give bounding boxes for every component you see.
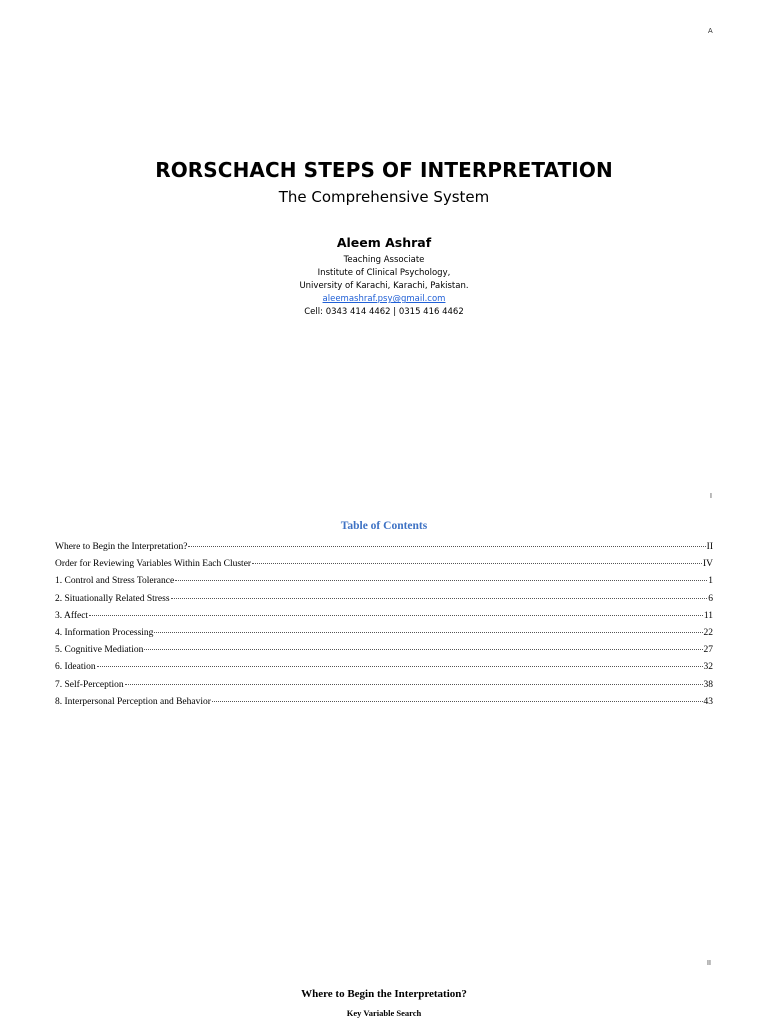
section-heading: Where to Begin the Interpretation? xyxy=(301,988,467,1000)
toc-entry-page: 11 xyxy=(703,610,713,621)
toc-entry-title: Order for Reviewing Variables Within Each Cluster xyxy=(55,559,252,570)
toc-entry-title: 2. Situationally Related Stress xyxy=(55,593,170,604)
toc-dot-leader xyxy=(125,684,703,685)
toc-entry-page: 43 xyxy=(703,696,713,707)
toc-entry-title: 6. Ideation xyxy=(55,662,96,673)
document-subtitle: The Comprehensive System xyxy=(278,188,490,206)
toc-entry[interactable] xyxy=(55,628,713,645)
toc-dot-leader xyxy=(171,598,708,599)
toc-heading: Table of Contents xyxy=(340,520,428,532)
toc-entry-title: 4. Information Processing xyxy=(55,627,154,638)
page-marker-ii: II xyxy=(707,960,711,967)
author-position: Teaching Associate xyxy=(343,255,425,265)
toc-entry[interactable] xyxy=(55,662,713,679)
toc-dot-leader xyxy=(175,580,707,581)
toc-entry-page: IV xyxy=(702,559,713,570)
toc-dot-leader xyxy=(188,546,705,547)
toc-entry[interactable] xyxy=(55,559,713,576)
toc-entry-title: 8. Interpersonal Perception and Behavior xyxy=(55,696,211,707)
toc-entry[interactable] xyxy=(55,594,713,611)
toc-entry-page: 22 xyxy=(703,627,713,638)
toc-entry[interactable] xyxy=(55,611,713,628)
toc-dot-leader xyxy=(97,666,703,667)
author-name: Aleem Ashraf xyxy=(336,235,432,250)
toc-entry-title: 7. Self-Perception xyxy=(55,679,124,690)
toc-entry-page: 32 xyxy=(703,662,713,673)
toc-dot-leader xyxy=(212,701,703,702)
toc-entry[interactable] xyxy=(55,576,713,593)
toc-entry-title: Where to Begin the Interpretation? xyxy=(55,542,188,552)
document-title: RORSCHACH STEPS OF INTERPRETATION xyxy=(155,158,613,182)
toc-entry-page: 38 xyxy=(703,679,713,690)
toc-entry-page: II xyxy=(706,542,713,552)
page-marker-a: A xyxy=(708,28,713,35)
author-email-link[interactable]: aleemashraf.psy@gmail.com xyxy=(322,294,446,304)
toc-entry-page: 27 xyxy=(703,645,713,656)
toc-entry[interactable] xyxy=(55,542,713,559)
toc-entry-page: 1 xyxy=(708,576,713,587)
toc-entry-title: 1. Control and Stress Tolerance xyxy=(55,576,175,587)
toc-entry[interactable] xyxy=(55,645,713,662)
author-university: University of Karachi, Karachi, Pakistan. xyxy=(299,281,469,291)
author-cell: Cell: 0343 414 4462 | 0315 416 4462 xyxy=(304,307,464,317)
toc-dot-leader xyxy=(144,649,702,650)
page-marker-i: I xyxy=(710,493,712,500)
toc-entry[interactable] xyxy=(55,680,713,697)
toc-dot-leader xyxy=(89,615,703,616)
author-institute: Institute of Clinical Psychology, xyxy=(317,268,451,278)
toc-entry-title: 5. Cognitive Mediation xyxy=(55,645,144,656)
section-subheading: Key Variable Search xyxy=(346,1008,422,1018)
toc-list xyxy=(55,542,713,714)
toc-entry-page: 6 xyxy=(708,593,713,604)
toc-entry-title: 3. Affect xyxy=(55,610,89,621)
author-email-row xyxy=(0,294,768,304)
toc-dot-leader xyxy=(252,563,702,564)
toc-entry[interactable] xyxy=(55,697,713,714)
toc-dot-leader xyxy=(154,632,702,633)
